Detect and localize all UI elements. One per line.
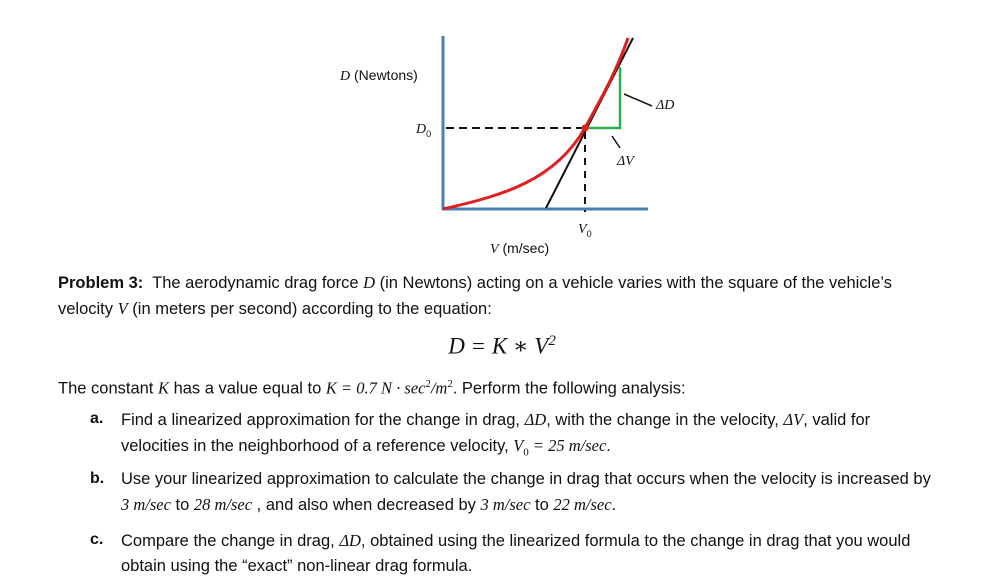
item-a-text-1c: , valid for: [803, 411, 871, 429]
delta-d-label: ΔD: [656, 98, 675, 113]
reference-point: [582, 125, 589, 132]
y-axis-var: D: [340, 69, 351, 84]
item-b-value-3: 3 m/sec: [480, 495, 531, 514]
intro-text-1b: (in Newtons) acting on a vehicle varies with the square of the vehicle’s: [375, 274, 892, 292]
item-a-text-1b: , with the change in the velocity,: [546, 411, 784, 429]
intro-text-2b: (in meters per second) according to the equation:: [127, 300, 492, 318]
constant-exp2: 2: [447, 378, 453, 390]
item-b-text-2a: to: [170, 496, 194, 514]
drag-figure: [330, 20, 690, 260]
item-a-delta-v: ΔV: [783, 410, 804, 429]
item-b-value-1: 3 m/sec: [121, 495, 171, 514]
item-a-v0: V: [513, 436, 524, 455]
item-a-text-2b: .: [606, 437, 611, 455]
delta-v-label: ΔV: [617, 154, 634, 169]
item-c-text-1a: Compare the change in drag,: [121, 532, 340, 550]
item-c-text-1b: , obtained using the linearized formula to the change in drag that you would: [360, 532, 911, 550]
item-c-text-2: obtain using the “exact” non-linear drag formula.: [121, 557, 473, 575]
equation-text: D = K ∗ V: [448, 333, 549, 359]
constant-var-k: K: [157, 378, 169, 398]
y-axis-unit: (Newtons): [354, 67, 418, 83]
item-c-delta-d: ΔD: [339, 531, 361, 550]
d0-label: [416, 120, 431, 139]
constant-statement: [58, 372, 958, 402]
item-b-value-4: 22 m/sec: [553, 495, 612, 514]
x-axis-unit: (m/sec): [502, 240, 550, 256]
x-axis-var: V: [490, 242, 499, 257]
item-b-text-1: Use your linearized approximation to calculate the change in drag that occurs when the velocity is increased by: [121, 470, 931, 488]
intro-var-d: D: [363, 273, 376, 292]
intro-text-2a: velocity: [58, 300, 118, 318]
item-a-text-1a: Find a linearized approximation for the change in drag,: [121, 411, 525, 429]
constant-text-c: . Perform the following analysis:: [452, 379, 686, 398]
d0-subscript: 0: [426, 128, 432, 139]
item-a-text: [121, 407, 991, 465]
constant-value: K = 0.7 N · sec: [325, 378, 426, 398]
item-a-v0-sub: 0: [523, 446, 529, 459]
item-b-text: [121, 467, 991, 518]
problem-heading: Problem 3:: [58, 274, 144, 292]
item-a-delta-d: ΔD: [524, 410, 547, 429]
constant-text-b: has a value equal to: [169, 379, 326, 398]
v0-label: [578, 220, 592, 239]
d0-var: D: [416, 122, 427, 137]
constant-text-a: The constant: [58, 379, 158, 398]
item-a-v0-value: = 25 m/sec: [528, 436, 607, 455]
v0-subscript: 0: [586, 228, 592, 239]
drag-equation: [0, 333, 1004, 360]
intro-text-1a: The aerodynamic drag force: [152, 274, 364, 292]
item-b-mark: b.: [90, 470, 105, 487]
constant-exp1: 2: [425, 378, 431, 390]
item-a-text-2a: velocities in the neighborhood of a reference velocity,: [121, 437, 514, 455]
drag-curve: [443, 38, 628, 209]
delta-v-leader: [612, 136, 620, 148]
y-axis-label: [340, 67, 418, 85]
v0-var: V: [578, 222, 587, 237]
item-b-text-2d: .: [611, 496, 617, 514]
delta-d-leader: [624, 94, 652, 106]
intro-var-v: V: [117, 299, 128, 318]
item-b-value-2: 28 m/sec: [193, 495, 253, 514]
item-a-mark: a.: [90, 410, 104, 427]
item-b-text-2b: , and also when decreased by: [252, 496, 481, 514]
item-b-text-2c: to: [530, 496, 554, 514]
item-c-mark: c.: [90, 531, 104, 548]
drag-graph: [330, 20, 690, 260]
constant-unit: /m: [430, 378, 448, 398]
x-axis-label: [490, 240, 549, 258]
problem-intro: [58, 270, 958, 322]
item-c-text: [121, 528, 991, 579]
equation-exponent: 2: [548, 333, 556, 349]
